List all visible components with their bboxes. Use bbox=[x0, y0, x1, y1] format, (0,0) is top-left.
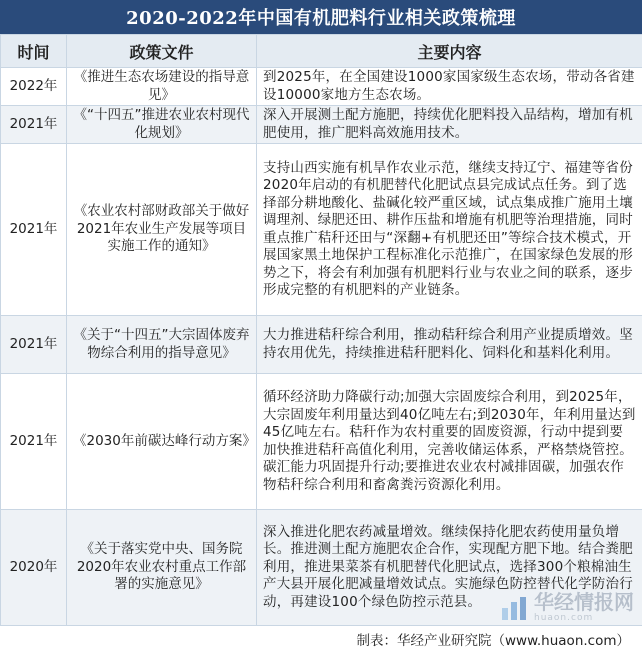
watermark bbox=[500, 592, 634, 623]
row-content: 深入开展测土配方施肥，持续优化肥料投入品结构，增加有机肥使用，推广肥料高效施用技术。 bbox=[257, 106, 642, 144]
watermark-text: 华经情报网 bbox=[534, 592, 634, 612]
row-policy: 《关于落实党中央、国务院2020年农业农村重点工作部署的实施意见》 bbox=[67, 510, 257, 626]
table-source-footer: 制表：华经产业研究院（www.huaon.com） bbox=[0, 626, 642, 652]
header-content: 主要内容 bbox=[257, 35, 642, 68]
header-row bbox=[1, 35, 642, 68]
row-year: 2021年 bbox=[1, 316, 67, 374]
row-content: 支持山西实施有机旱作农业示范，继续支持辽宁、福建等省份2020年启动的有机肥替代化肥试点县完成试点任务。到了选择部分耕地酸化、盐碱化较严重区域，试点集成推广施用土壤调理剂、绿肥还田、耕作压盐和增施有机肥等治理措施，同时重点推广秸秆还田与“深翻+有机肥还田”等综合技术模式，开展国家黑土地保护工程标准化示范推广，在国家绿色发展的形势之下，将会有利加强有机肥料行业与农业之间的联系，逐步形成完整的有机肥料的产业链条。 bbox=[257, 144, 642, 316]
header-policy: 政策文件 bbox=[67, 35, 257, 68]
row-policy: 《推进生态农场建设的指导意见》 bbox=[67, 68, 257, 106]
row-policy: 《关于“十四五”大宗固体废弃物综合利用的指导意见》 bbox=[67, 316, 257, 374]
table-row bbox=[1, 144, 642, 316]
table-title: 2020-2022年中国有机肥料行业相关政策梳理 bbox=[0, 0, 642, 34]
watermark-subtext: huaon.com bbox=[534, 614, 634, 623]
table-row bbox=[1, 374, 642, 510]
header-year: 时间 bbox=[1, 35, 67, 68]
table-row bbox=[1, 106, 642, 144]
row-year: 2021年 bbox=[1, 374, 67, 510]
row-year: 2022年 bbox=[1, 68, 67, 106]
row-content: 循环经济助力降碳行动;加强大宗固废综合利用，到2025年，大宗固废年利用量达到40亿吨左右;到2030年，年利用量达到45亿吨左右。秸秆作为农村重要的固废资源，行动中提到要加快推进秸秆高值化利用，完善收储运体系，严格禁烧管控。碳汇能力巩固提升行动;要推进农业农村减排固碳，加强农作物秸秆综合利用和畜禽粪污资源化利用。 bbox=[257, 374, 642, 510]
policy-table bbox=[0, 34, 642, 626]
watermark-logo-icon bbox=[500, 594, 528, 622]
row-policy: 《“十四五”推进农业农村现代化规划》 bbox=[67, 106, 257, 144]
row-content: 深入推进化肥农药减量增效。继续保持化肥农药使用量负增长。推进测土配方施肥农企合作，实现配方肥下地。结合粪肥利用，推进果菜茶有机肥替代化肥试点，选择300个粮棉油生产大县开展化肥减量增效试点。实施绿色防控替代化学防治行动，再建设100个绿色防控示范县。 bbox=[257, 510, 642, 626]
row-content: 到2025年，在全国建设1000家国家级生态农场，带动各省建设10000家地方生态农场。 bbox=[257, 68, 642, 106]
table-row bbox=[1, 68, 642, 106]
row-policy: 《2030年前碳达峰行动方案》 bbox=[67, 374, 257, 510]
row-policy: 《农业农村部财政部关于做好2021年农业生产发展等项目实施工作的通知》 bbox=[67, 144, 257, 316]
row-year: 2020年 bbox=[1, 510, 67, 626]
row-year: 2021年 bbox=[1, 144, 67, 316]
row-year: 2021年 bbox=[1, 106, 67, 144]
row-content: 大力推进秸秆综合利用，推动秸秆综合利用产业提质增效。坚持农用优先，持续推进秸秆肥料化、饲料化和基料化利用。 bbox=[257, 316, 642, 374]
table-row bbox=[1, 316, 642, 374]
